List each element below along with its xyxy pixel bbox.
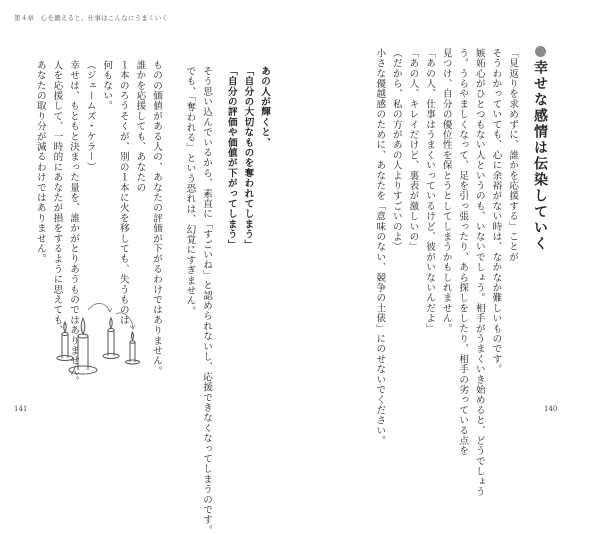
page-number-right: 140 — [544, 405, 558, 413]
right-page-body — [302, 48, 520, 497]
candle-icon — [57, 322, 73, 361]
left-page-bold-block — [214, 66, 272, 250]
text-line: １本のろうそくが、別の１本に火を移しても、失うものは — [117, 60, 129, 326]
text-line: 「見返りを求めずに、誰かを応援する」ことが — [507, 48, 518, 263]
left-page-body-b — [24, 60, 164, 387]
text-line: （だから、私の方があの人よりすごいのよ） — [390, 48, 402, 252]
text-line: そう思い込んでいるから、素直に「すごいね」と認められないし、応援できなくなってしまうのです。 — [201, 66, 212, 535]
text-line: 幸せは、もともと決まった量を、誰かがとりあうものではありません。 — [68, 60, 80, 387]
text-line: 小さな優越感のために、あなたを「意味のない、競争の土俵」にのせないでください。 — [374, 48, 386, 446]
candles-illustration — [48, 296, 146, 378]
candle-icon — [69, 318, 97, 374]
candle-icon — [103, 318, 119, 359]
text-line: 誰かを応援しても、あなたの — [134, 60, 146, 193]
text-line: 「あの人、キレイだけど、裏表が激しいの」 — [407, 48, 419, 252]
running-head: 第４章 心を鍛えると、仕事はこんなにうまくいく — [14, 14, 169, 22]
text-line: ものの価値がある人の、あなたの評価が下がるわけではありません。 — [151, 60, 162, 377]
text-line: 人を応援して、一時的にあなたが損をするように思えても、 — [51, 60, 63, 336]
bullet-icon — [535, 46, 546, 57]
text-line: でも、「奪われる」という恐れは、幻覚にすぎません。 — [184, 66, 196, 317]
text-line: 嫉妬心がひとつもない人というのも、いないでしょう。相手がうまくいき始めると、どうでしょう — [473, 48, 485, 497]
section-heading-text: 幸せな感情は伝染していく — [532, 60, 548, 252]
page-number-left: 141 — [14, 405, 28, 413]
candle-icon — [126, 332, 140, 364]
text-line: 見つけ、自分の優位性を保とうとしてしまうかもしれません。 — [440, 48, 452, 334]
text-line: あなたの取り分が減るわけではありません。 — [34, 60, 46, 264]
bold-line: あの人が輝くと、 — [259, 66, 270, 148]
text-line: （ジェームズ・ケラー） — [84, 60, 96, 173]
text-line: う。うらやましくなって、足を引っ張ったり、あら探しをしたり、相手の劣っている点を — [457, 48, 469, 456]
section-heading — [530, 46, 550, 252]
bold-line: 「自分の大切なものを奪われてしまう」 — [242, 66, 254, 250]
text-line: 何もない。 — [101, 60, 113, 111]
text-line: 「あの人、仕事はうまくいっているけど、彼がいないんだよ」 — [424, 48, 436, 334]
text-line: そうわかっていても、心に余裕がない時は、なかなか難しいものです。 — [490, 48, 502, 375]
left-page-body-a — [164, 66, 214, 535]
bold-line: 「自分の評価や価値が下がってしまう」 — [225, 66, 237, 250]
